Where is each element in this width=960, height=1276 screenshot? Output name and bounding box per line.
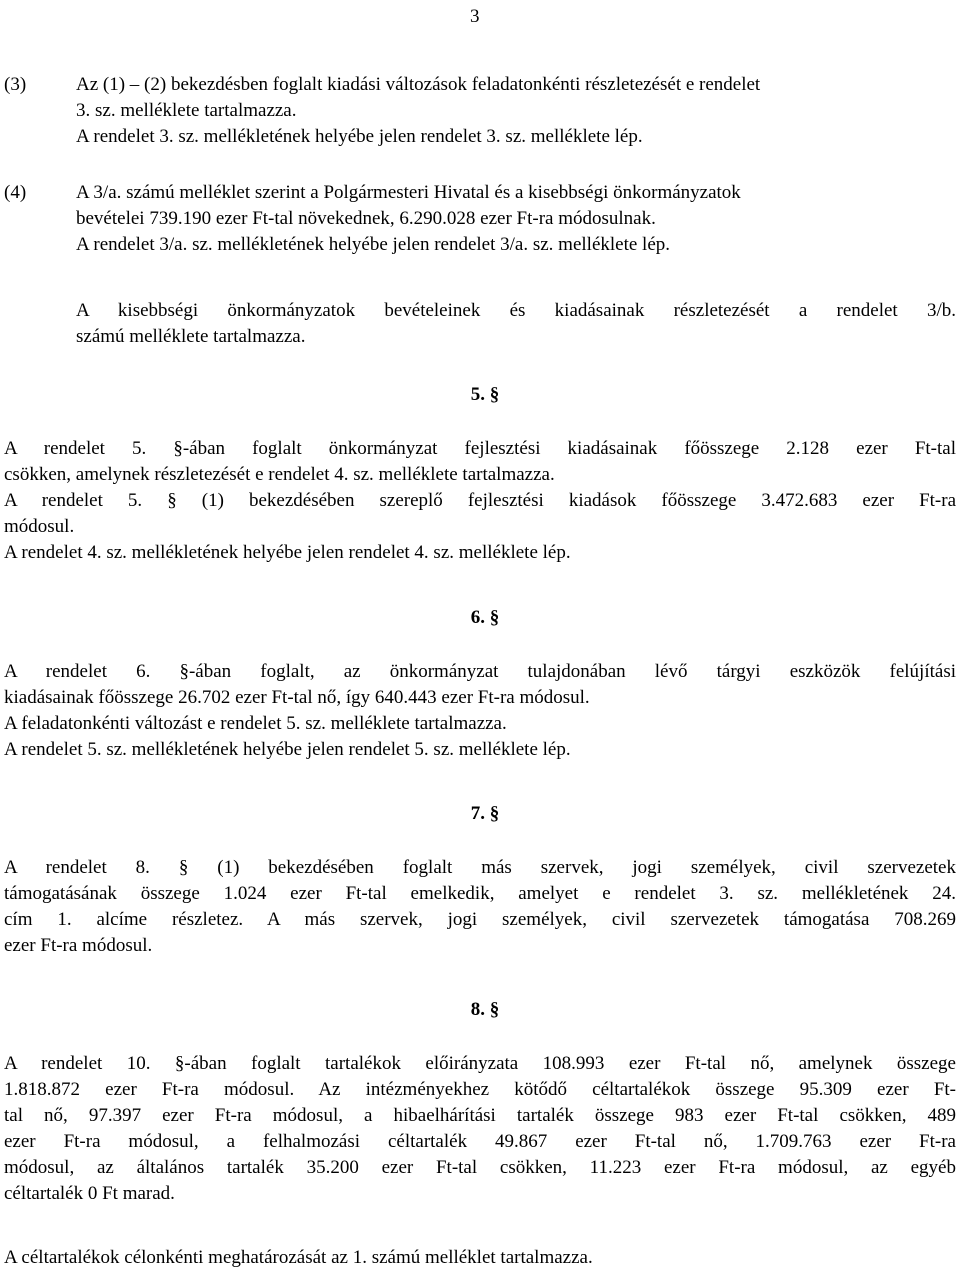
- text-line: A rendelet 5. sz. mellékletének helyébe jelen rendelet 5. sz. melléklete lép.: [4, 739, 571, 760]
- paragraph-label: (4): [4, 182, 27, 203]
- text-line: Az (1) – (2) bekezdésben foglalt kiadási változások feladatonkénti részletezését e rendelet: [76, 74, 761, 95]
- text-line: A rendelet 5. § (1) bekezdésében szereplő fejlesztési kiadások főösszege 3.472.683 ezer Ft-ra: [4, 490, 956, 511]
- section-8-body: [4, 1051, 956, 1207]
- section-8-extra: [4, 1245, 956, 1271]
- text-line: cím 1. alcíme részletez. A más szervek, jogi személyek, civil szervezetek támogatása 708.269: [4, 909, 956, 930]
- text-line: módosul, az általános tartalék 35.200 ezer Ft-tal csökken, 11.223 ezer Ft-ra módosul, az egyéb: [4, 1157, 956, 1178]
- text-line: céltartalék 0 Ft marad.: [4, 1183, 175, 1204]
- section-7-body: [4, 855, 956, 959]
- section-6-body: [4, 659, 956, 763]
- text-line: 3. sz. melléklete tartalmazza.: [76, 100, 297, 121]
- text-line: A rendelet 8. § (1) bekezdésében foglalt más szervek, jogi személyek, civil szervezetek: [4, 857, 956, 878]
- minority-paragraph: [76, 298, 956, 350]
- text-line: A rendelet 10. §-ában foglalt tartalékok előirányzata 108.993 ezer Ft-tal nő, amelynek összege: [4, 1053, 956, 1074]
- text-line: A kisebbségi önkormányzatok bevételeinek és kiadásainak részletezését a rendelet 3/b.: [76, 300, 956, 321]
- text-line: A rendelet 3. sz. mellékletének helyébe jelen rendelet 3. sz. melléklete lép.: [76, 126, 643, 147]
- section-5-body: [4, 436, 956, 566]
- text-line: számú melléklete tartalmazza.: [76, 326, 306, 347]
- section-heading-7: 7. §: [470, 803, 500, 824]
- text-line: módosul.: [4, 516, 75, 537]
- text-line: A rendelet 5. §-ában foglalt önkormányzat fejlesztési kiadásainak főösszege 2.128 ezer Ft-tal: [4, 438, 956, 459]
- text-line: A feladatonkénti változást e rendelet 5. sz. melléklete tartalmazza.: [4, 713, 507, 734]
- text-line: támogatásának összege 1.024 ezer Ft-tal emelkedik, amelyet e rendelet 3. sz. mellékletének 24.: [4, 883, 956, 904]
- paragraph-label: (3): [4, 74, 27, 95]
- text-line: ezer Ft-ra módosul, a felhalmozási céltartalék 49.867 ezer Ft-tal nő, 1.709.763 ezer Ft-ra: [4, 1131, 956, 1152]
- text-line: 1.818.872 ezer Ft-ra módosul. Az intézményekhez kötődő céltartalékok összege 95.309 ezer Ft-: [4, 1079, 956, 1100]
- text-line: csökken, amelynek részletezését e rendelet 4. sz. melléklete tartalmazza.: [4, 464, 555, 485]
- text-line: A rendelet 4. sz. mellékletének helyébe jelen rendelet 4. sz. melléklete lép.: [4, 542, 571, 563]
- text-line: A 3/a. számú melléklet szerint a Polgármesteri Hivatal és a kisebbségi önkormányzatok: [76, 182, 741, 203]
- text-line: bevételei 739.190 ezer Ft-tal növekednek, 6.290.028 ezer Ft-ra módosulnak.: [76, 208, 656, 229]
- text-line: kiadásainak főösszege 26.702 ezer Ft-tal nő, így 640.443 ezer Ft-ra módosul.: [4, 687, 590, 708]
- text-line: A rendelet 6. §-ában foglalt, az önkormányzat tulajdonában lévő tárgyi eszközök felújítási: [4, 661, 956, 682]
- text-line: A rendelet 3/a. sz. mellékletének helyébe jelen rendelet 3/a. sz. melléklete lép.: [76, 234, 671, 255]
- text-line: A céltartalékok célonkénti meghatározását az 1. számú melléklet tartalmazza.: [4, 1247, 593, 1268]
- text-line: tal nő, 97.397 ezer Ft-ra módosul, a hibaelhárítási tartalék összege 983 ezer Ft-tal csökken, 489: [4, 1105, 956, 1126]
- section-heading-5: 5. §: [470, 384, 500, 405]
- section-heading-8: 8. §: [470, 999, 500, 1020]
- section-heading-6: 6. §: [470, 607, 500, 628]
- text-line: ezer Ft-ra módosul.: [4, 935, 153, 956]
- page-number: 3: [470, 6, 480, 27]
